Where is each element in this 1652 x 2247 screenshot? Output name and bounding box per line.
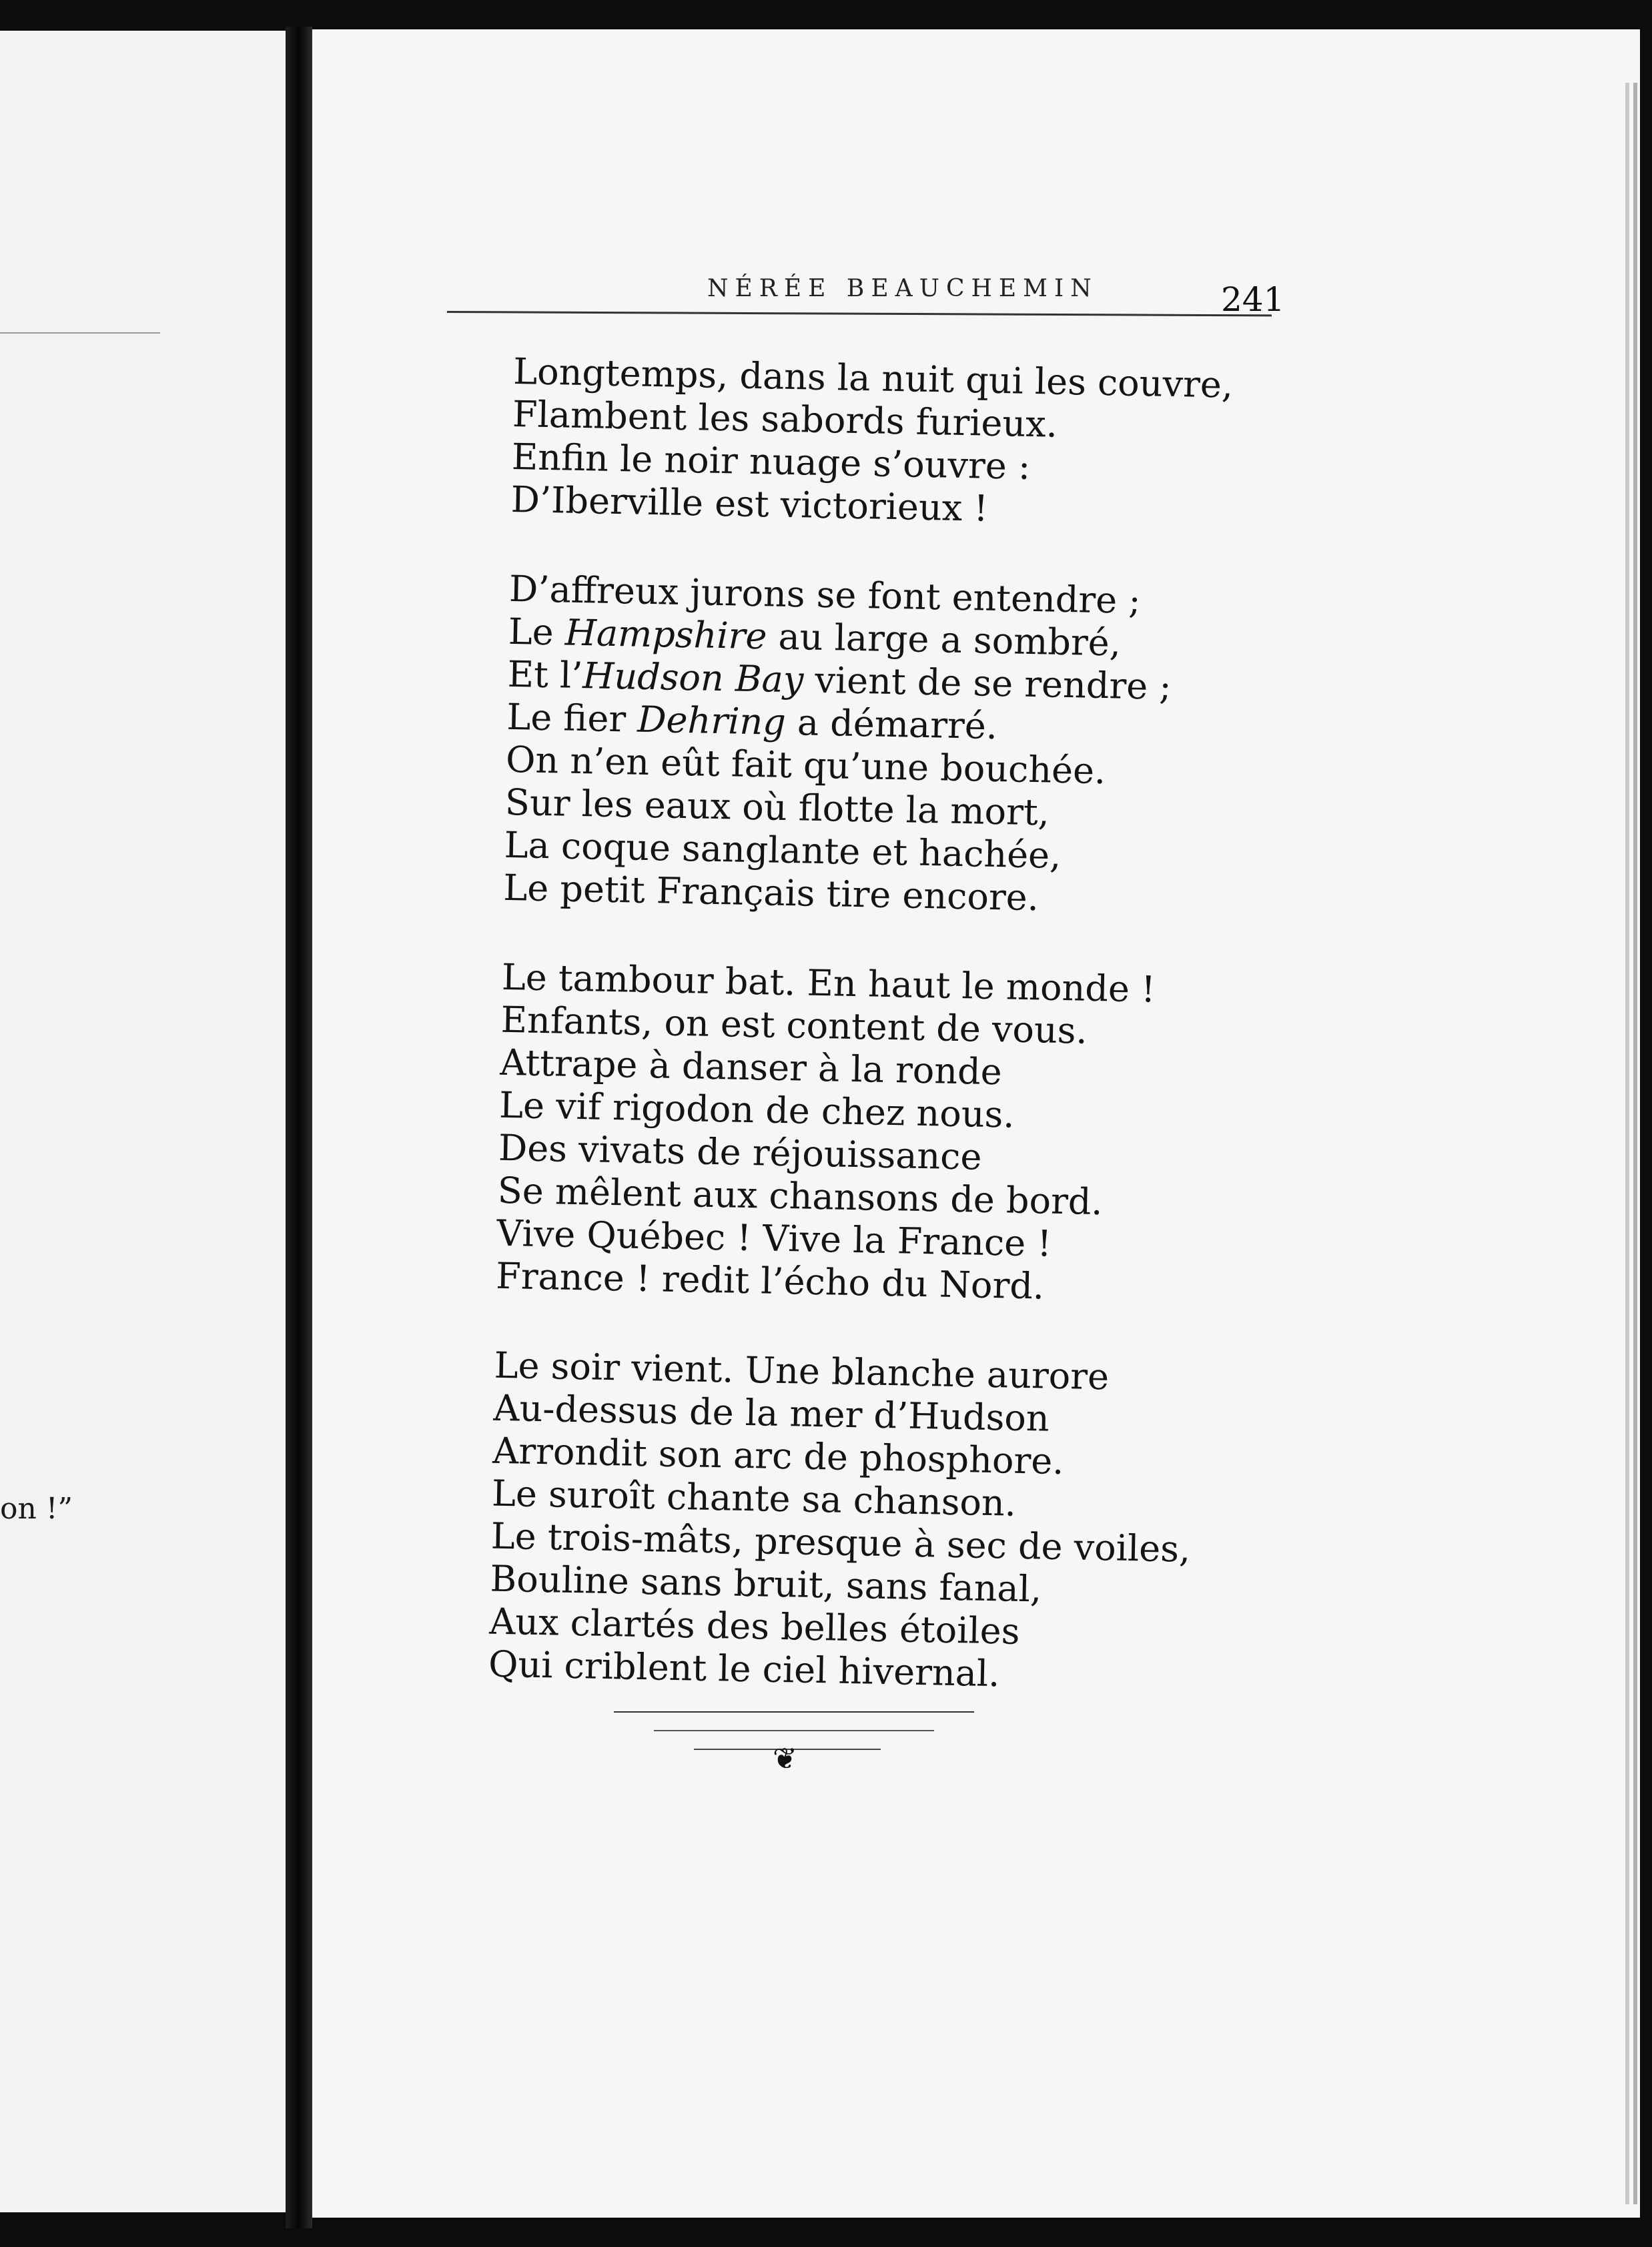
ornament-rule xyxy=(614,1711,974,1713)
stanza xyxy=(510,350,1301,536)
verse-text: a démarré. xyxy=(785,701,998,748)
verse-text: Attrape à danser à la ronde xyxy=(499,1041,1003,1093)
fleuron-icon: ❦ xyxy=(773,1742,797,1776)
running-head: NÉRÉE BEAUCHEMIN xyxy=(707,275,1098,302)
ship-name: Dehring xyxy=(637,698,787,743)
verse-text: Bouline sans bruit, sans fanal, xyxy=(490,1557,1042,1611)
verse-text: Flambent les sabords furieux. xyxy=(512,392,1058,446)
page-edge xyxy=(1633,83,1637,2204)
verse-text: vient de se rendre ; xyxy=(803,658,1172,709)
ship-name: Hampshire xyxy=(564,611,768,658)
verse-text: On n’en eût fait qu’une bouchée. xyxy=(505,738,1106,793)
verse-text: Au-dessus de la mer d’Hudson xyxy=(492,1386,1050,1440)
tailpiece-ornament xyxy=(614,1711,987,1778)
poem-body xyxy=(487,350,1301,1747)
verse-text: Aux clartés des belles étoiles xyxy=(488,1600,1021,1653)
ornament-rule xyxy=(654,1730,934,1731)
ship-name: Hudson Bay xyxy=(582,654,804,701)
verse-text: Le soir vient. Une blanche aurore xyxy=(494,1344,1110,1398)
verse-text: Le trois-mâts, presque à sec de voiles, xyxy=(490,1514,1191,1570)
verse-text: Sur les eaux où flotte la mort, xyxy=(504,781,1050,834)
verse-text: Enfin le noir nuage s’ouvre : xyxy=(511,435,1031,488)
verse-text: Le fier xyxy=(506,695,638,741)
previous-page-rule xyxy=(0,332,160,334)
stanza xyxy=(496,956,1290,1313)
verse-text: Se mêlent aux chansons de bord. xyxy=(497,1169,1104,1224)
verse-text: D’affreux jurons se font entendre ; xyxy=(508,567,1142,622)
verse-text: Longtemps, dans la nuit qui les couvre, xyxy=(512,350,1234,406)
verse-text: Le vif rigodon de chez nous. xyxy=(498,1083,1015,1136)
verse-text: Le suroît chante sa chanson. xyxy=(491,1472,1017,1524)
verse-text: Vive Québec ! Vive la France ! xyxy=(496,1212,1052,1265)
verse-text: Arrondit son arc de phosphore. xyxy=(492,1429,1065,1483)
verse-text: Le tambour bat. En haut le monde ! xyxy=(501,955,1156,1011)
page-number: 241 xyxy=(1221,280,1285,319)
verse-text: Le xyxy=(508,610,566,654)
page-edge xyxy=(1625,83,1629,2204)
verse-text: Le petit Français tire encore. xyxy=(502,866,1040,919)
verse-text: D’Iberville est victorieux ! xyxy=(510,478,989,530)
verse-text: Des vivats de réjouissance xyxy=(498,1126,983,1178)
verse-text: Qui criblent le ciel hivernal. xyxy=(488,1643,1000,1695)
verse-text: Enfants, on est content de vous. xyxy=(500,998,1088,1052)
stanza xyxy=(488,1344,1282,1701)
previous-page xyxy=(0,31,286,2212)
book-gutter xyxy=(286,27,312,2228)
stanza xyxy=(503,568,1297,925)
previous-page-text-fragment: on !” xyxy=(0,1492,73,1526)
verse-text: au large a sombré, xyxy=(766,615,1122,664)
verse-text: Et l’ xyxy=(507,652,583,697)
verse-text: La coque sanglante et hachée, xyxy=(504,823,1062,877)
verse-text: France ! redit l’écho du Nord. xyxy=(495,1254,1045,1308)
